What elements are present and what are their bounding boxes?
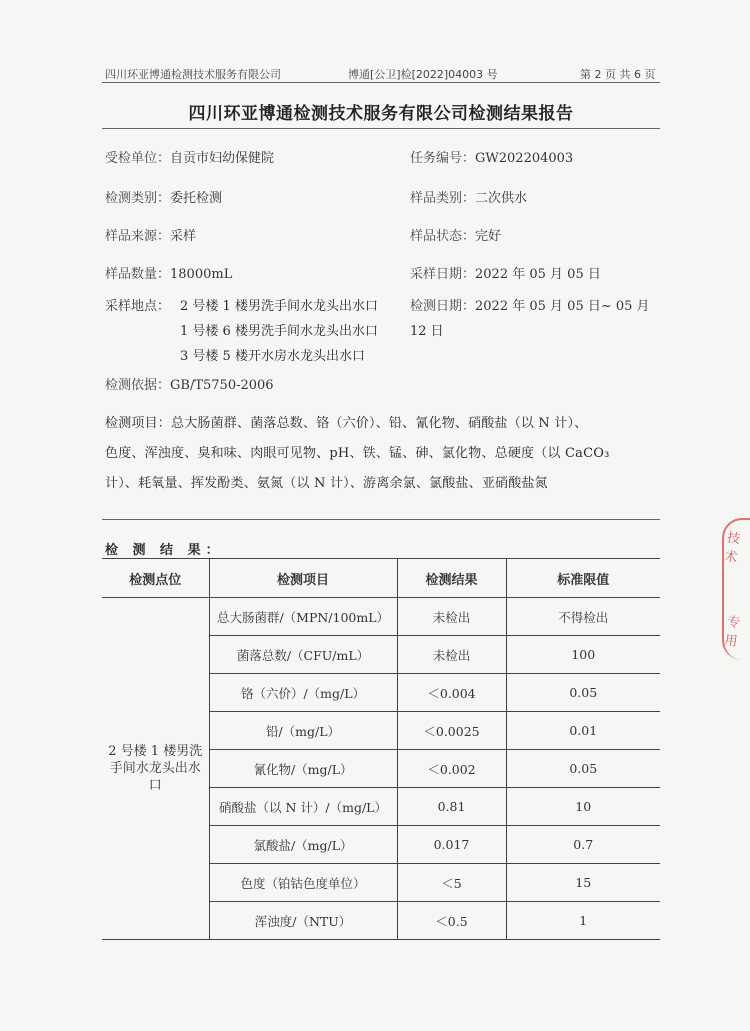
title-rule	[102, 128, 660, 129]
limit-cell: 0.7	[506, 826, 660, 864]
basis-label: 检测依据：	[105, 378, 171, 393]
header-doc-number: 博通[公卫]检[2022]04003 号	[348, 68, 498, 81]
quantity-field	[105, 263, 232, 282]
state-field	[410, 225, 501, 244]
results-title: 检 测 结 果：	[105, 543, 224, 558]
result-cell: 未检出	[397, 636, 506, 674]
test-items-line-3: 计）、耗氧量、挥发酚类、氨氮（以 N 计）、游离余氯、氯酸盐、亚硝酸盐氮	[105, 476, 548, 491]
limit-cell: 0.05	[506, 674, 660, 712]
table-row	[102, 598, 660, 636]
sample-date-value: 2022 年 05 月 05 日	[475, 267, 601, 282]
seal-text-2: 专用	[723, 614, 742, 650]
limit-cell: 10	[506, 788, 660, 826]
item-cell: 硝酸盐（以 N 计）/（mg/L）	[209, 788, 397, 826]
sample-type-value: 二次供水	[475, 191, 528, 206]
quantity-label: 样品数量：	[105, 267, 171, 282]
location-line-2: 1 号楼 6 楼男洗手间水龙头出水口	[180, 324, 378, 339]
header-location: 检测点位	[102, 559, 209, 598]
item-cell: 铅/（mg/L）	[209, 712, 397, 750]
item-cell: 菌落总数/（CFU/mL）	[209, 636, 397, 674]
task-field	[410, 147, 573, 166]
result-cell: ＜0.004	[397, 674, 506, 712]
basis-field	[105, 374, 274, 393]
header-limit: 标准限值	[506, 559, 660, 598]
header-result: 检测结果	[397, 559, 506, 598]
item-cell: 氯酸盐/（mg/L）	[209, 826, 397, 864]
test-items-line-2: 色度、浑浊度、臭和味、肉眼可见物、pH、铁、锰、砷、氯化物、总硬度（以 CaCO₃	[105, 446, 610, 461]
client-field	[105, 147, 274, 166]
location-cell: 2 号楼 1 楼男洗手间水龙头出水口	[102, 598, 209, 940]
results-table	[102, 558, 660, 940]
state-value: 完好	[475, 229, 502, 244]
item-cell: 铬（六价）/（mg/L）	[209, 674, 397, 712]
result-cell: ＜0.5	[397, 902, 506, 940]
sample-date-label: 采样日期：	[410, 267, 476, 282]
type-field	[105, 187, 222, 206]
type-label: 检测类别：	[105, 191, 171, 206]
test-date-value-1: 2022 年 05 月 05 日~ 05 月	[475, 299, 650, 314]
limit-cell: 15	[506, 864, 660, 902]
sample-date-field	[410, 263, 601, 282]
location-label: 采样地点：	[105, 299, 171, 314]
task-label: 任务编号：	[410, 151, 476, 166]
client-label: 受检单位：	[105, 151, 171, 166]
task-value: GW202204003	[475, 151, 574, 166]
result-cell: ＜0.002	[397, 750, 506, 788]
item-cell: 色度（铂钴色度单位）	[209, 864, 397, 902]
limit-cell: 0.01	[506, 712, 660, 750]
header-rule	[102, 82, 660, 83]
header-company: 四川环亚博通检测技术服务有限公司	[105, 68, 281, 81]
source-label: 样品来源：	[105, 229, 171, 244]
result-cell: ＜0.0025	[397, 712, 506, 750]
basis-value: GB/T5750-2006	[170, 378, 274, 393]
sample-type-label: 样品类别：	[410, 191, 476, 206]
test-items-line-1: 检测项目：总大肠菌群、菌落总数、铬（六价）、铅、氰化物、硝酸盐（以 N 计）、	[105, 416, 588, 431]
quantity-value: 18000mL	[170, 267, 233, 282]
item-cell: 浑浊度/（NTU）	[209, 902, 397, 940]
state-label: 样品状态：	[410, 229, 476, 244]
limit-cell: 0.05	[506, 750, 660, 788]
result-cell: 0.81	[397, 788, 506, 826]
result-cell: 未检出	[397, 598, 506, 636]
source-field	[105, 225, 196, 244]
source-value: 采样	[170, 229, 197, 244]
header-item: 检测项目	[209, 559, 397, 598]
limit-cell: 100	[506, 636, 660, 674]
client-value: 自贡市妇幼保健院	[170, 151, 275, 166]
table-header-row	[102, 559, 660, 598]
seal-text-1: 技术	[723, 530, 742, 566]
test-date-field	[410, 295, 650, 314]
test-date-label: 检测日期：	[410, 299, 476, 314]
item-cell: 总大肠菌群/（MPN/100mL）	[209, 598, 397, 636]
item-cell: 氰化物/（mg/L）	[209, 750, 397, 788]
location-line-3: 3 号楼 5 楼开水房水龙头出水口	[180, 349, 365, 364]
limit-cell: 1	[506, 902, 660, 940]
sample-type-field	[410, 187, 527, 206]
section-rule	[102, 519, 660, 520]
location-line-1: 2 号楼 1 楼男洗手间水龙头出水口	[180, 299, 378, 314]
type-value: 委托检测	[170, 191, 223, 206]
limit-cell: 不得检出	[506, 598, 660, 636]
header-page-number: 第 2 页 共 6 页	[580, 68, 656, 81]
result-cell: ＜5	[397, 864, 506, 902]
result-cell: 0.017	[397, 826, 506, 864]
report-title: 四川环亚博通检测技术服务有限公司检测结果报告	[188, 104, 574, 124]
test-date-value-2: 12 日	[410, 324, 444, 339]
